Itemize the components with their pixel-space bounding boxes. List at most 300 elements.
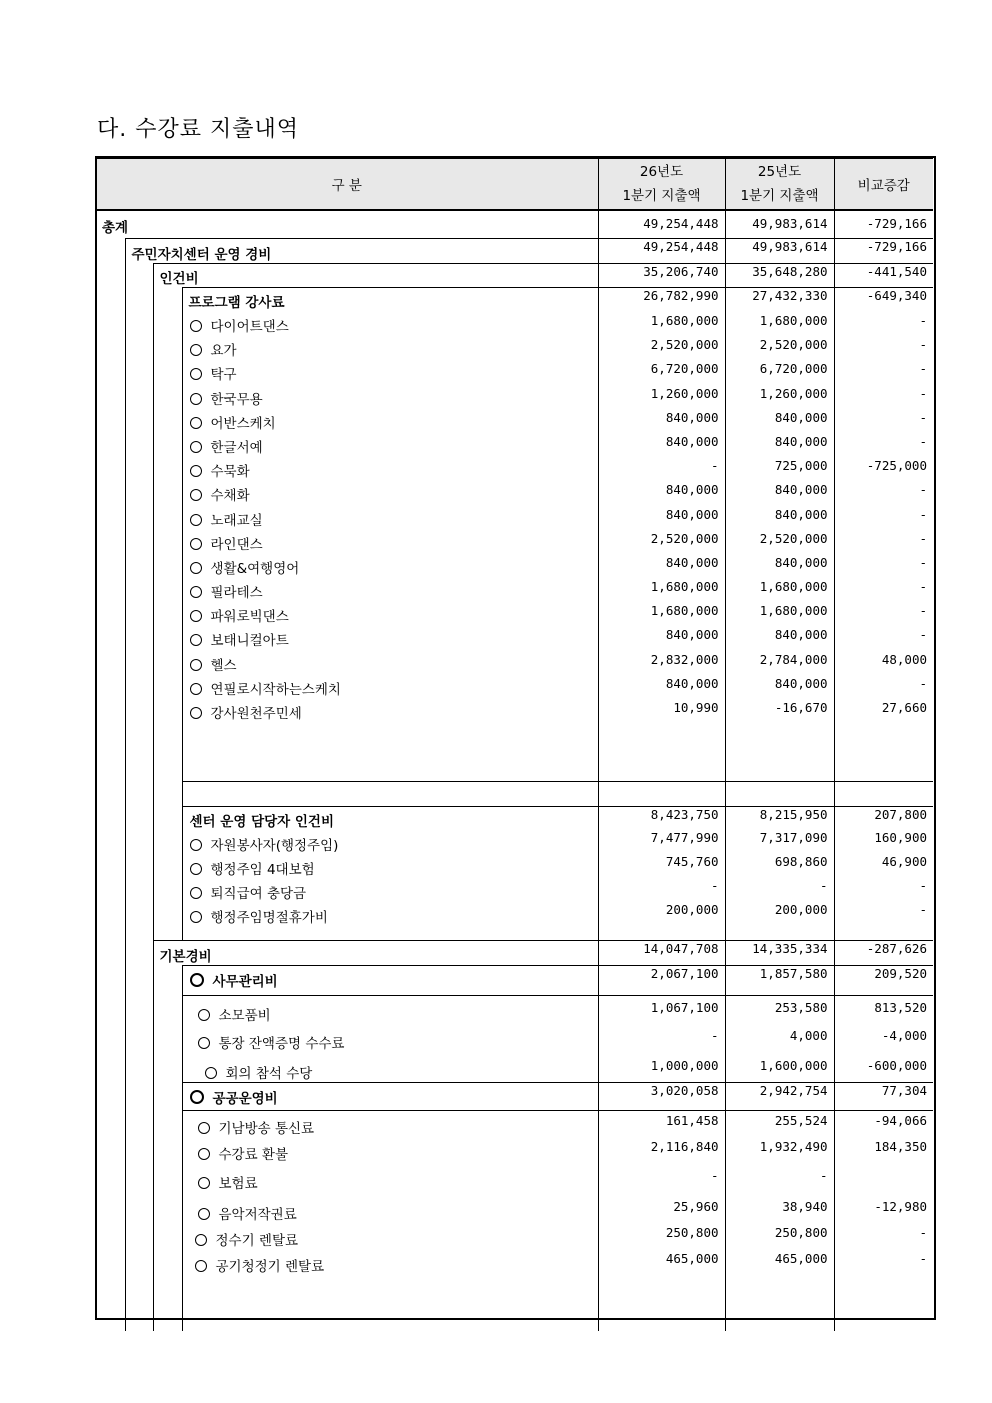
- indent-cell: [96, 1082, 125, 1110]
- indent-cell: [96, 926, 125, 940]
- value-2025: 2,520,000: [725, 529, 834, 553]
- indent-cell: [96, 601, 125, 625]
- indent-cell: [153, 335, 182, 359]
- indent-cell: [96, 432, 125, 456]
- row-label-text: 탁구: [210, 367, 237, 384]
- value-2026: [598, 926, 725, 940]
- value-2026: 840,000: [598, 505, 725, 529]
- lecture-item-row: [96, 577, 933, 601]
- indent-cell: [125, 505, 153, 529]
- circle-bullet-icon: [190, 586, 202, 598]
- header-row: [96, 158, 933, 210]
- value-2026: [598, 724, 725, 781]
- value-2025: 1,680,000: [725, 601, 834, 625]
- diff-value: 46,900: [834, 854, 933, 878]
- indent-cell: [153, 1137, 182, 1166]
- indent-cell: [125, 926, 153, 940]
- indent-cell: [153, 724, 182, 781]
- row-label: [182, 830, 598, 854]
- indent-cell: [153, 1054, 182, 1083]
- indent-cell: [96, 335, 125, 359]
- office-item-row: [96, 1024, 933, 1054]
- diff-value: -94,066: [834, 1110, 933, 1137]
- lecture-item-row: [96, 553, 933, 577]
- value-2026: 7,477,990: [598, 830, 725, 854]
- circle-bullet-icon: [190, 659, 202, 671]
- row-label: [182, 577, 598, 601]
- indent-cell: [96, 456, 125, 480]
- indent-cell: [125, 995, 153, 1024]
- diff-value: 813,520: [834, 995, 933, 1024]
- indent-cell: [96, 1223, 125, 1249]
- value-2026: 25,960: [598, 1197, 725, 1223]
- row-label: [182, 505, 598, 529]
- indent-cell: [125, 724, 153, 781]
- staff-item-row: [96, 902, 933, 926]
- circle-bullet-icon: [190, 538, 202, 550]
- row-label-text: 어반스케치: [210, 415, 276, 432]
- value-2026: 35,206,740: [598, 263, 725, 287]
- circle-bullet-icon: [190, 393, 202, 405]
- value-2026: 49,254,448: [598, 210, 725, 238]
- diff-value: -: [834, 674, 933, 698]
- row-label: [182, 601, 598, 625]
- office-row: [96, 965, 933, 995]
- value-2026: 1,680,000: [598, 311, 725, 335]
- value-2025: 6,720,000: [725, 359, 834, 383]
- indent-cell: [153, 480, 182, 504]
- indent-cell: [153, 1082, 182, 1110]
- row-label: [182, 878, 598, 902]
- value-2025: 49,983,614: [725, 238, 834, 263]
- indent-cell: [153, 806, 182, 830]
- indent-cell: [96, 781, 125, 806]
- value-2026: 1,680,000: [598, 601, 725, 625]
- indent-cell: [125, 1054, 153, 1083]
- indent-cell: [125, 940, 153, 965]
- diff-value: -4,000: [834, 1024, 933, 1054]
- lecture-item-row: [96, 335, 933, 359]
- value-2026: 1,680,000: [598, 577, 725, 601]
- indent-cell: [153, 505, 182, 529]
- circle-bullet-icon: [198, 1177, 210, 1189]
- diff-value: -: [834, 902, 933, 926]
- diff-value: 209,520: [834, 965, 933, 995]
- value-2025: 200,000: [725, 902, 834, 926]
- blank-cell: [182, 1275, 598, 1331]
- circle-bullet-icon: [190, 489, 202, 501]
- value-2026: -: [598, 456, 725, 480]
- indent-cell: [153, 698, 182, 724]
- value-2025: 840,000: [725, 674, 834, 698]
- row-label-text: 연필로시작하는스케치: [210, 681, 341, 698]
- value-2025: 253,580: [725, 995, 834, 1024]
- value-2025: 2,942,754: [725, 1082, 834, 1110]
- value-2026: 840,000: [598, 553, 725, 577]
- row-label-text: 소모품비: [218, 1007, 271, 1024]
- value-2025: 49,983,614: [725, 210, 834, 238]
- value-2026: 2,520,000: [598, 335, 725, 359]
- value-2025: 840,000: [725, 553, 834, 577]
- personnel-row: [96, 263, 933, 287]
- row-label: [182, 408, 598, 432]
- indent-cell: [125, 456, 153, 480]
- indent-cell: [96, 625, 125, 649]
- indent-cell: [96, 480, 125, 504]
- row-label-text: 강사원천주민세: [210, 706, 302, 722]
- indent-cell: [125, 806, 153, 830]
- indent-cell: [125, 601, 153, 625]
- diff-value: [834, 781, 933, 806]
- value-2026: 161,458: [598, 1110, 725, 1137]
- circle-bullet-icon: [190, 417, 202, 429]
- value-2025: [725, 1275, 834, 1331]
- diff-value: -729,166: [834, 238, 933, 263]
- indent-cell: [96, 553, 125, 577]
- row-label-text: 수채화: [210, 488, 250, 505]
- value-2025: 4,000: [725, 1024, 834, 1054]
- value-2025: -: [725, 878, 834, 902]
- row-label-text: 음악저작권료: [218, 1206, 297, 1223]
- value-2025: 35,648,280: [725, 263, 834, 287]
- value-2025: 840,000: [725, 505, 834, 529]
- value-2026: 465,000: [598, 1249, 725, 1275]
- diff-value: 160,900: [834, 830, 933, 854]
- value-2026: 840,000: [598, 674, 725, 698]
- indent-cell: [96, 902, 125, 926]
- indent-cell: [153, 781, 182, 806]
- circle-bullet-icon: [190, 610, 202, 622]
- circle-bullet-icon: [190, 839, 202, 851]
- indent-cell: [125, 625, 153, 649]
- row-label: [182, 456, 598, 480]
- row-label: [182, 529, 598, 553]
- row-label: [153, 940, 598, 965]
- value-2025: 1,680,000: [725, 577, 834, 601]
- page-title: 다. 수강료 지출내역: [97, 117, 299, 142]
- row-label: [182, 1054, 598, 1083]
- indent-cell: [96, 263, 125, 287]
- row-label: [182, 1137, 598, 1166]
- lecture-item-row: [96, 529, 933, 553]
- circle-bullet-icon: [198, 1009, 210, 1021]
- indent-cell: [125, 830, 153, 854]
- row-label: [182, 1110, 598, 1137]
- diff-value: -: [834, 878, 933, 902]
- public-row: [96, 1082, 933, 1110]
- row-label: [182, 1024, 598, 1054]
- row-label-text: 센터 운영 담당자 인건비: [189, 813, 335, 830]
- indent-cell: [153, 577, 182, 601]
- indent-cell: [96, 650, 125, 674]
- blank-cell: [182, 724, 598, 781]
- value-2026: 3,020,058: [598, 1082, 725, 1110]
- row-label-text: 회의 참석 수당: [225, 1065, 313, 1082]
- diff-value: [834, 1275, 933, 1331]
- row-label-text: 공기청정기 렌탈료: [215, 1258, 325, 1275]
- indent-cell: [153, 359, 182, 383]
- row-label-text: 생활&여행영어: [210, 560, 300, 577]
- row-label-text: 파워로빅댄스: [210, 609, 289, 626]
- diff-value: 207,800: [834, 806, 933, 830]
- row-label-text: 통장 잔액증명 수수료: [218, 1035, 345, 1052]
- indent-cell: [96, 1166, 125, 1197]
- diff-value: -729,166: [834, 210, 933, 238]
- value-2025: 1,932,490: [725, 1137, 834, 1166]
- value-2026: 2,067,100: [598, 965, 725, 995]
- row-label: [182, 384, 598, 408]
- value-2025: 840,000: [725, 432, 834, 456]
- row-label-text: 보험료: [218, 1175, 258, 1192]
- circle-bullet-icon: [190, 562, 202, 574]
- header-2026: [598, 158, 725, 210]
- row-label-text: 행정주임 4대보험: [210, 862, 315, 878]
- value-2025: 698,860: [725, 854, 834, 878]
- indent-cell: [96, 408, 125, 432]
- diff-value: -: [834, 577, 933, 601]
- row-label: [182, 287, 598, 311]
- indent-cell: [153, 830, 182, 854]
- indent-cell: [153, 311, 182, 335]
- indent-cell: [153, 1166, 182, 1197]
- row-label-text: 사무관리비: [212, 973, 278, 990]
- indent-cell: [96, 995, 125, 1024]
- circle-bullet-icon: [190, 707, 202, 719]
- value-2025: -: [725, 1166, 834, 1197]
- diff-value: -: [834, 1249, 933, 1275]
- row-label: [125, 238, 598, 263]
- diff-value: -: [834, 529, 933, 553]
- diff-value: -: [834, 335, 933, 359]
- indent-cell: [153, 553, 182, 577]
- indent-cell: [125, 1275, 153, 1331]
- value-2025: 7,317,090: [725, 830, 834, 854]
- row-label: [182, 1249, 598, 1275]
- header-2025: [725, 158, 834, 210]
- staff-row: [96, 806, 933, 830]
- value-2026: -: [598, 1024, 725, 1054]
- diff-value: 48,000: [834, 650, 933, 674]
- indent-cell: [96, 674, 125, 698]
- row-label-text: 퇴직급여 충당금: [210, 886, 307, 902]
- row-label-text: 기본경비: [159, 948, 212, 965]
- row-label: [182, 806, 598, 830]
- indent-cell: [96, 724, 125, 781]
- circle-bullet-icon: [190, 368, 202, 380]
- value-2026: 2,832,000: [598, 650, 725, 674]
- row-label-text: 라인댄스: [210, 536, 263, 553]
- indent-cell: [96, 384, 125, 408]
- diff-value: -: [834, 480, 933, 504]
- indent-cell: [153, 384, 182, 408]
- diff-value: -12,980: [834, 1197, 933, 1223]
- row-label-text: 정수기 렌탈료: [215, 1232, 299, 1249]
- indent-cell: [96, 1054, 125, 1083]
- expense-table: [96, 157, 933, 1331]
- diff-value: -441,540: [834, 263, 933, 287]
- value-2026: 10,990: [598, 698, 725, 724]
- row-label: [182, 1166, 598, 1197]
- indent-cell: [125, 1082, 153, 1110]
- public-item-row: [96, 1137, 933, 1166]
- indent-cell: [153, 650, 182, 674]
- indent-cell: [125, 781, 153, 806]
- blank-row: [96, 781, 933, 806]
- indent-cell: [153, 902, 182, 926]
- diff-value: -: [834, 553, 933, 577]
- lecture-item-row: [96, 674, 933, 698]
- indent-cell: [125, 553, 153, 577]
- indent-cell: [153, 995, 182, 1024]
- row-label: [182, 698, 598, 724]
- circle-bullet-icon: [190, 863, 202, 875]
- value-2026: 745,760: [598, 854, 725, 878]
- indent-cell: [96, 1197, 125, 1223]
- circle-bullet-icon: [190, 887, 202, 899]
- diff-value: -725,000: [834, 456, 933, 480]
- indent-cell: [153, 432, 182, 456]
- circle-bullet-icon: [190, 465, 202, 477]
- indent-cell: [96, 311, 125, 335]
- value-2025: 8,215,950: [725, 806, 834, 830]
- indent-cell: [125, 878, 153, 902]
- indent-cell: [153, 854, 182, 878]
- value-2025: [725, 781, 834, 806]
- value-2025: 27,432,330: [725, 287, 834, 311]
- basic-row: [96, 940, 933, 965]
- row-label: [182, 311, 598, 335]
- circle-bullet-icon: [190, 1090, 204, 1104]
- row-label: [182, 1082, 598, 1110]
- value-2026: 1,260,000: [598, 384, 725, 408]
- lecture-item-row: [96, 408, 933, 432]
- lecture-row: [96, 287, 933, 311]
- value-2026: 840,000: [598, 408, 725, 432]
- circle-bullet-icon: [190, 441, 202, 453]
- public-item-row: [96, 1223, 933, 1249]
- diff-value: [834, 724, 933, 781]
- indent-cell: [125, 1197, 153, 1223]
- indent-cell: [125, 529, 153, 553]
- circle-bullet-icon: [205, 1067, 217, 1079]
- diff-value: -600,000: [834, 1054, 933, 1083]
- indent-cell: [96, 854, 125, 878]
- indent-cell: [125, 1166, 153, 1197]
- indent-cell: [125, 902, 153, 926]
- circle-bullet-icon: [190, 911, 202, 923]
- value-2026: 14,047,708: [598, 940, 725, 965]
- indent-cell: [153, 965, 182, 995]
- row-label-text: 한글서예: [210, 439, 263, 456]
- indent-cell: [125, 1110, 153, 1137]
- row-label: [182, 335, 598, 359]
- public-item-row: [96, 1197, 933, 1223]
- value-2025: -16,670: [725, 698, 834, 724]
- row-label: [182, 854, 598, 878]
- circle-bullet-icon: [190, 320, 202, 332]
- circle-bullet-icon: [198, 1122, 210, 1134]
- indent-cell: [125, 1024, 153, 1054]
- lecture-item-row: [96, 650, 933, 674]
- value-2026: 2,520,000: [598, 529, 725, 553]
- row-label-text: 기남방송 통신료: [218, 1120, 315, 1137]
- value-2025: 2,520,000: [725, 335, 834, 359]
- row-label-text: 총계: [102, 220, 129, 236]
- indent-cell: [96, 1249, 125, 1275]
- indent-cell: [153, 1197, 182, 1223]
- row-label-text: 공공운영비: [212, 1090, 278, 1107]
- value-2026: [598, 781, 725, 806]
- value-2026: 840,000: [598, 432, 725, 456]
- row-label: [182, 553, 598, 577]
- diff-value: -649,340: [834, 287, 933, 311]
- value-2026: 1,000,000: [598, 1054, 725, 1083]
- row-label-text: 필라테스: [210, 585, 263, 602]
- row-label-text: 인건비: [159, 270, 199, 287]
- circle-bullet-icon: [198, 1208, 210, 1220]
- indent-cell: [96, 940, 125, 965]
- row-label-text: 자원봉사자(행정주임): [210, 838, 339, 854]
- value-2025: 465,000: [725, 1249, 834, 1275]
- diff-value: 77,304: [834, 1082, 933, 1110]
- office-item-row: [96, 995, 933, 1024]
- row-label: [182, 625, 598, 649]
- value-2025: 840,000: [725, 625, 834, 649]
- staff-item-row: [96, 854, 933, 878]
- row-label: [182, 432, 598, 456]
- lecture-item-row: [96, 480, 933, 504]
- row-label-text: 행정주임명절휴가비: [210, 910, 328, 926]
- indent-cell: [153, 408, 182, 432]
- indent-cell: [96, 698, 125, 724]
- blank-row: [96, 926, 933, 940]
- center-row: [96, 238, 933, 263]
- value-2026: 250,800: [598, 1223, 725, 1249]
- diff-value: -287,626: [834, 940, 933, 965]
- row-label-text: 수강료 환불: [218, 1146, 288, 1163]
- indent-cell: [96, 965, 125, 995]
- row-label: [153, 263, 598, 287]
- value-2026: -: [598, 878, 725, 902]
- diff-value: -: [834, 601, 933, 625]
- indent-cell: [125, 384, 153, 408]
- indent-cell: [125, 854, 153, 878]
- indent-cell: [153, 878, 182, 902]
- public-item-row: [96, 1110, 933, 1137]
- lecture-item-row: [96, 601, 933, 625]
- lecture-item-row: [96, 456, 933, 480]
- circle-bullet-icon: [195, 1234, 207, 1246]
- value-2025: [725, 724, 834, 781]
- indent-cell: [153, 1024, 182, 1054]
- indent-cell: [125, 311, 153, 335]
- indent-cell: [96, 830, 125, 854]
- indent-cell: [153, 1249, 182, 1275]
- indent-cell: [96, 238, 125, 263]
- lecture-item-row: [96, 505, 933, 529]
- circle-bullet-icon: [190, 683, 202, 695]
- indent-cell: [125, 1249, 153, 1275]
- value-2026: 840,000: [598, 480, 725, 504]
- indent-cell: [153, 529, 182, 553]
- indent-cell: [153, 625, 182, 649]
- indent-cell: [125, 674, 153, 698]
- circle-bullet-icon: [195, 1260, 207, 1272]
- value-2025: 1,260,000: [725, 384, 834, 408]
- value-2025: 14,335,334: [725, 940, 834, 965]
- indent-cell: [125, 480, 153, 504]
- row-label-text: 주민자치센터 운영 경비: [131, 246, 272, 263]
